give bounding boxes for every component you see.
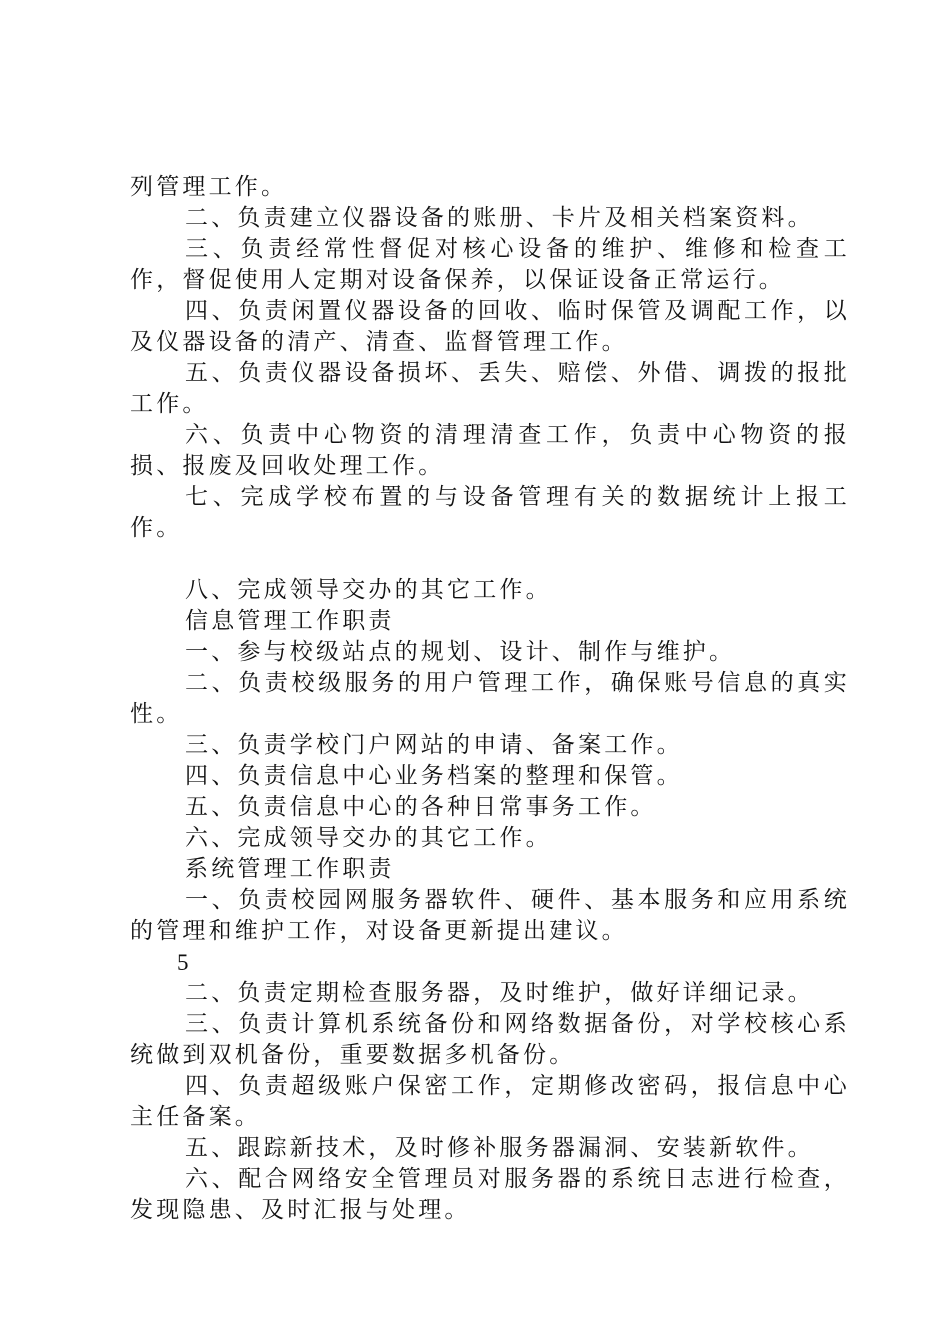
paragraph: 五、跟踪新技术，及时修补服务器漏洞、安装新软件。 <box>185 1135 814 1161</box>
paragraph: 六、完成领导交办的其它工作。 <box>185 825 552 851</box>
paragraph: 二、负责建立仪器设备的账册、卡片及相关档案资料。 <box>185 205 814 231</box>
paragraph: 七、完成学校布置的与设备管理有关的数据统计上报工作。 <box>130 484 850 541</box>
paragraph: 二、负责定期检查服务器，及时维护，做好详细记录。 <box>185 980 814 1006</box>
paragraph: 五、负责信息中心的各种日常事务工作。 <box>185 794 657 820</box>
paragraph: 八、完成领导交办的其它工作。 <box>185 577 552 603</box>
paragraph: 三、负责计算机系统备份和网络数据备份，对学校核心系统做到双机备份，重要数据多机备份。 <box>130 1011 850 1068</box>
section-heading-system: 系统管理工作职责 <box>185 856 395 882</box>
paragraph: 四、负责超级账户保密工作，定期修改密码，报信息中心主任备案。 <box>130 1073 850 1130</box>
paragraph: 三、负责学校门户网站的申请、备案工作。 <box>185 732 683 758</box>
page-number: 5 <box>177 950 189 975</box>
paragraph: 二、负责校级服务的用户管理工作，确保账号信息的真实性。 <box>130 670 850 727</box>
paragraph: 四、负责闲置仪器设备的回收、临时保管及调配工作，以及仪器设备的清产、清查、监督管理工作。 <box>130 298 850 355</box>
paragraph: 列管理工作。 <box>130 174 288 200</box>
section-heading-info: 信息管理工作职责 <box>185 608 395 634</box>
paragraph: 六、配合网络安全管理员对服务器的系统日志进行检查，发现隐患、及时汇报与处理。 <box>130 1166 850 1223</box>
paragraph: 一、参与校级站点的规划、设计、制作与维护。 <box>185 639 736 665</box>
paragraph: 一、负责校园网服务器软件、硬件、基本服务和应用系统的管理和维护工作，对设备更新提出建议。 <box>130 887 850 944</box>
paragraph: 三、负责经常性督促对核心设备的维护、维修和检查工作，督促使用人定期对设备保养，以保证设备正常运行。 <box>130 236 850 293</box>
paragraph: 五、负责仪器设备损坏、丢失、赔偿、外借、调拨的报批工作。 <box>130 360 850 417</box>
document-body <box>130 172 850 1226</box>
paragraph: 六、负责中心物资的清理清查工作，负责中心物资的报损、报废及回收处理工作。 <box>130 422 850 479</box>
paragraph: 四、负责信息中心业务档案的整理和保管。 <box>185 763 683 789</box>
